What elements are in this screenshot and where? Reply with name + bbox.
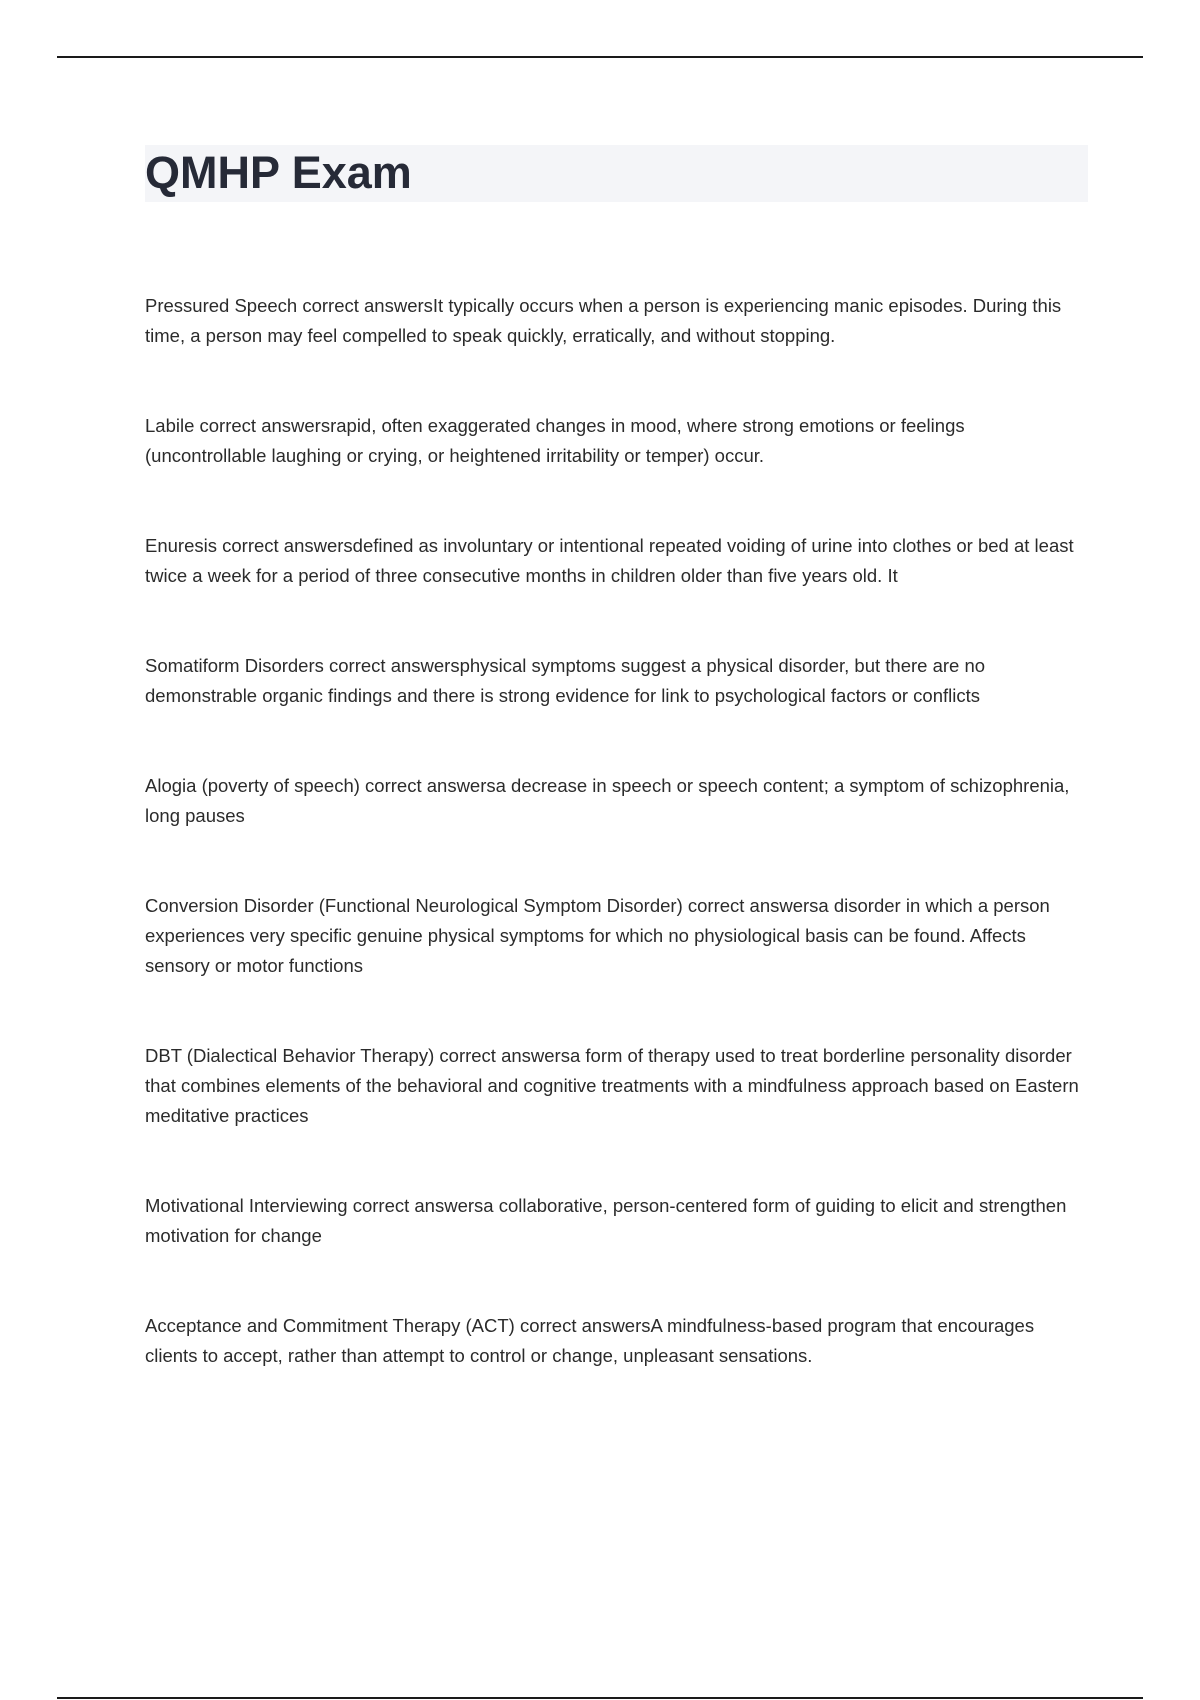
entry-conversion-disorder: Conversion Disorder (Functional Neurological Symptom Disorder) correct answersa disorder in which a person experiences very specific genuine physical symptoms for which no physiological basis can be found. Affects sensory or motor functions: [145, 895, 1050, 976]
entry-motivational-interviewing: Motivational Interviewing correct answersa collaborative, person-centered form of guiding to elicit and strengthen motivation for change: [145, 1195, 1067, 1246]
entry-act: Acceptance and Commitment Therapy (ACT) correct answersA mindfulness-based program that encourages clients to accept, rather than attempt to control or change, unpleasant sensations.: [145, 1315, 1035, 1366]
entry-alogia: Alogia (poverty of speech) correct answersa decrease in speech or speech content; a symptom of schizophrenia, long pauses: [145, 775, 1070, 826]
entry-somatiform-disorders: Somatiform Disorders correct answersphysical symptoms suggest a physical disorder, but there are no demonstrable organic findings and there is strong evidence for link to psychological factors or conflicts: [145, 655, 986, 706]
entry-enuresis: Enuresis correct answersdefined as involuntary or intentional repeated voiding of urine into clothes or bed at least twice a week for a period of three consecutive months in children older than five years old. It: [145, 535, 1074, 586]
entry-dbt: DBT (Dialectical Behavior Therapy) correct answersa form of therapy used to treat borderline personality disorder that combines elements of the behavioral and cognitive treatments with a mindfulness approach based on Eastern meditative practices: [145, 1045, 1079, 1126]
bottom-rule: [57, 1697, 1143, 1699]
page-title: QMHP Exam: [145, 147, 412, 198]
entry-labile: Labile correct answersrapid, often exaggerated changes in mood, where strong emotions or feelings (uncontrollable laughing or crying, or heightened irritability or temper) occur.: [145, 415, 965, 466]
entries-list: [145, 291, 1090, 1431]
top-rule: [57, 56, 1143, 58]
entry-pressured-speech: Pressured Speech correct answersIt typically occurs when a person is experiencing manic episodes. During this time, a person may feel compelled to speak quickly, erratically, and without stopping.: [145, 295, 1062, 346]
